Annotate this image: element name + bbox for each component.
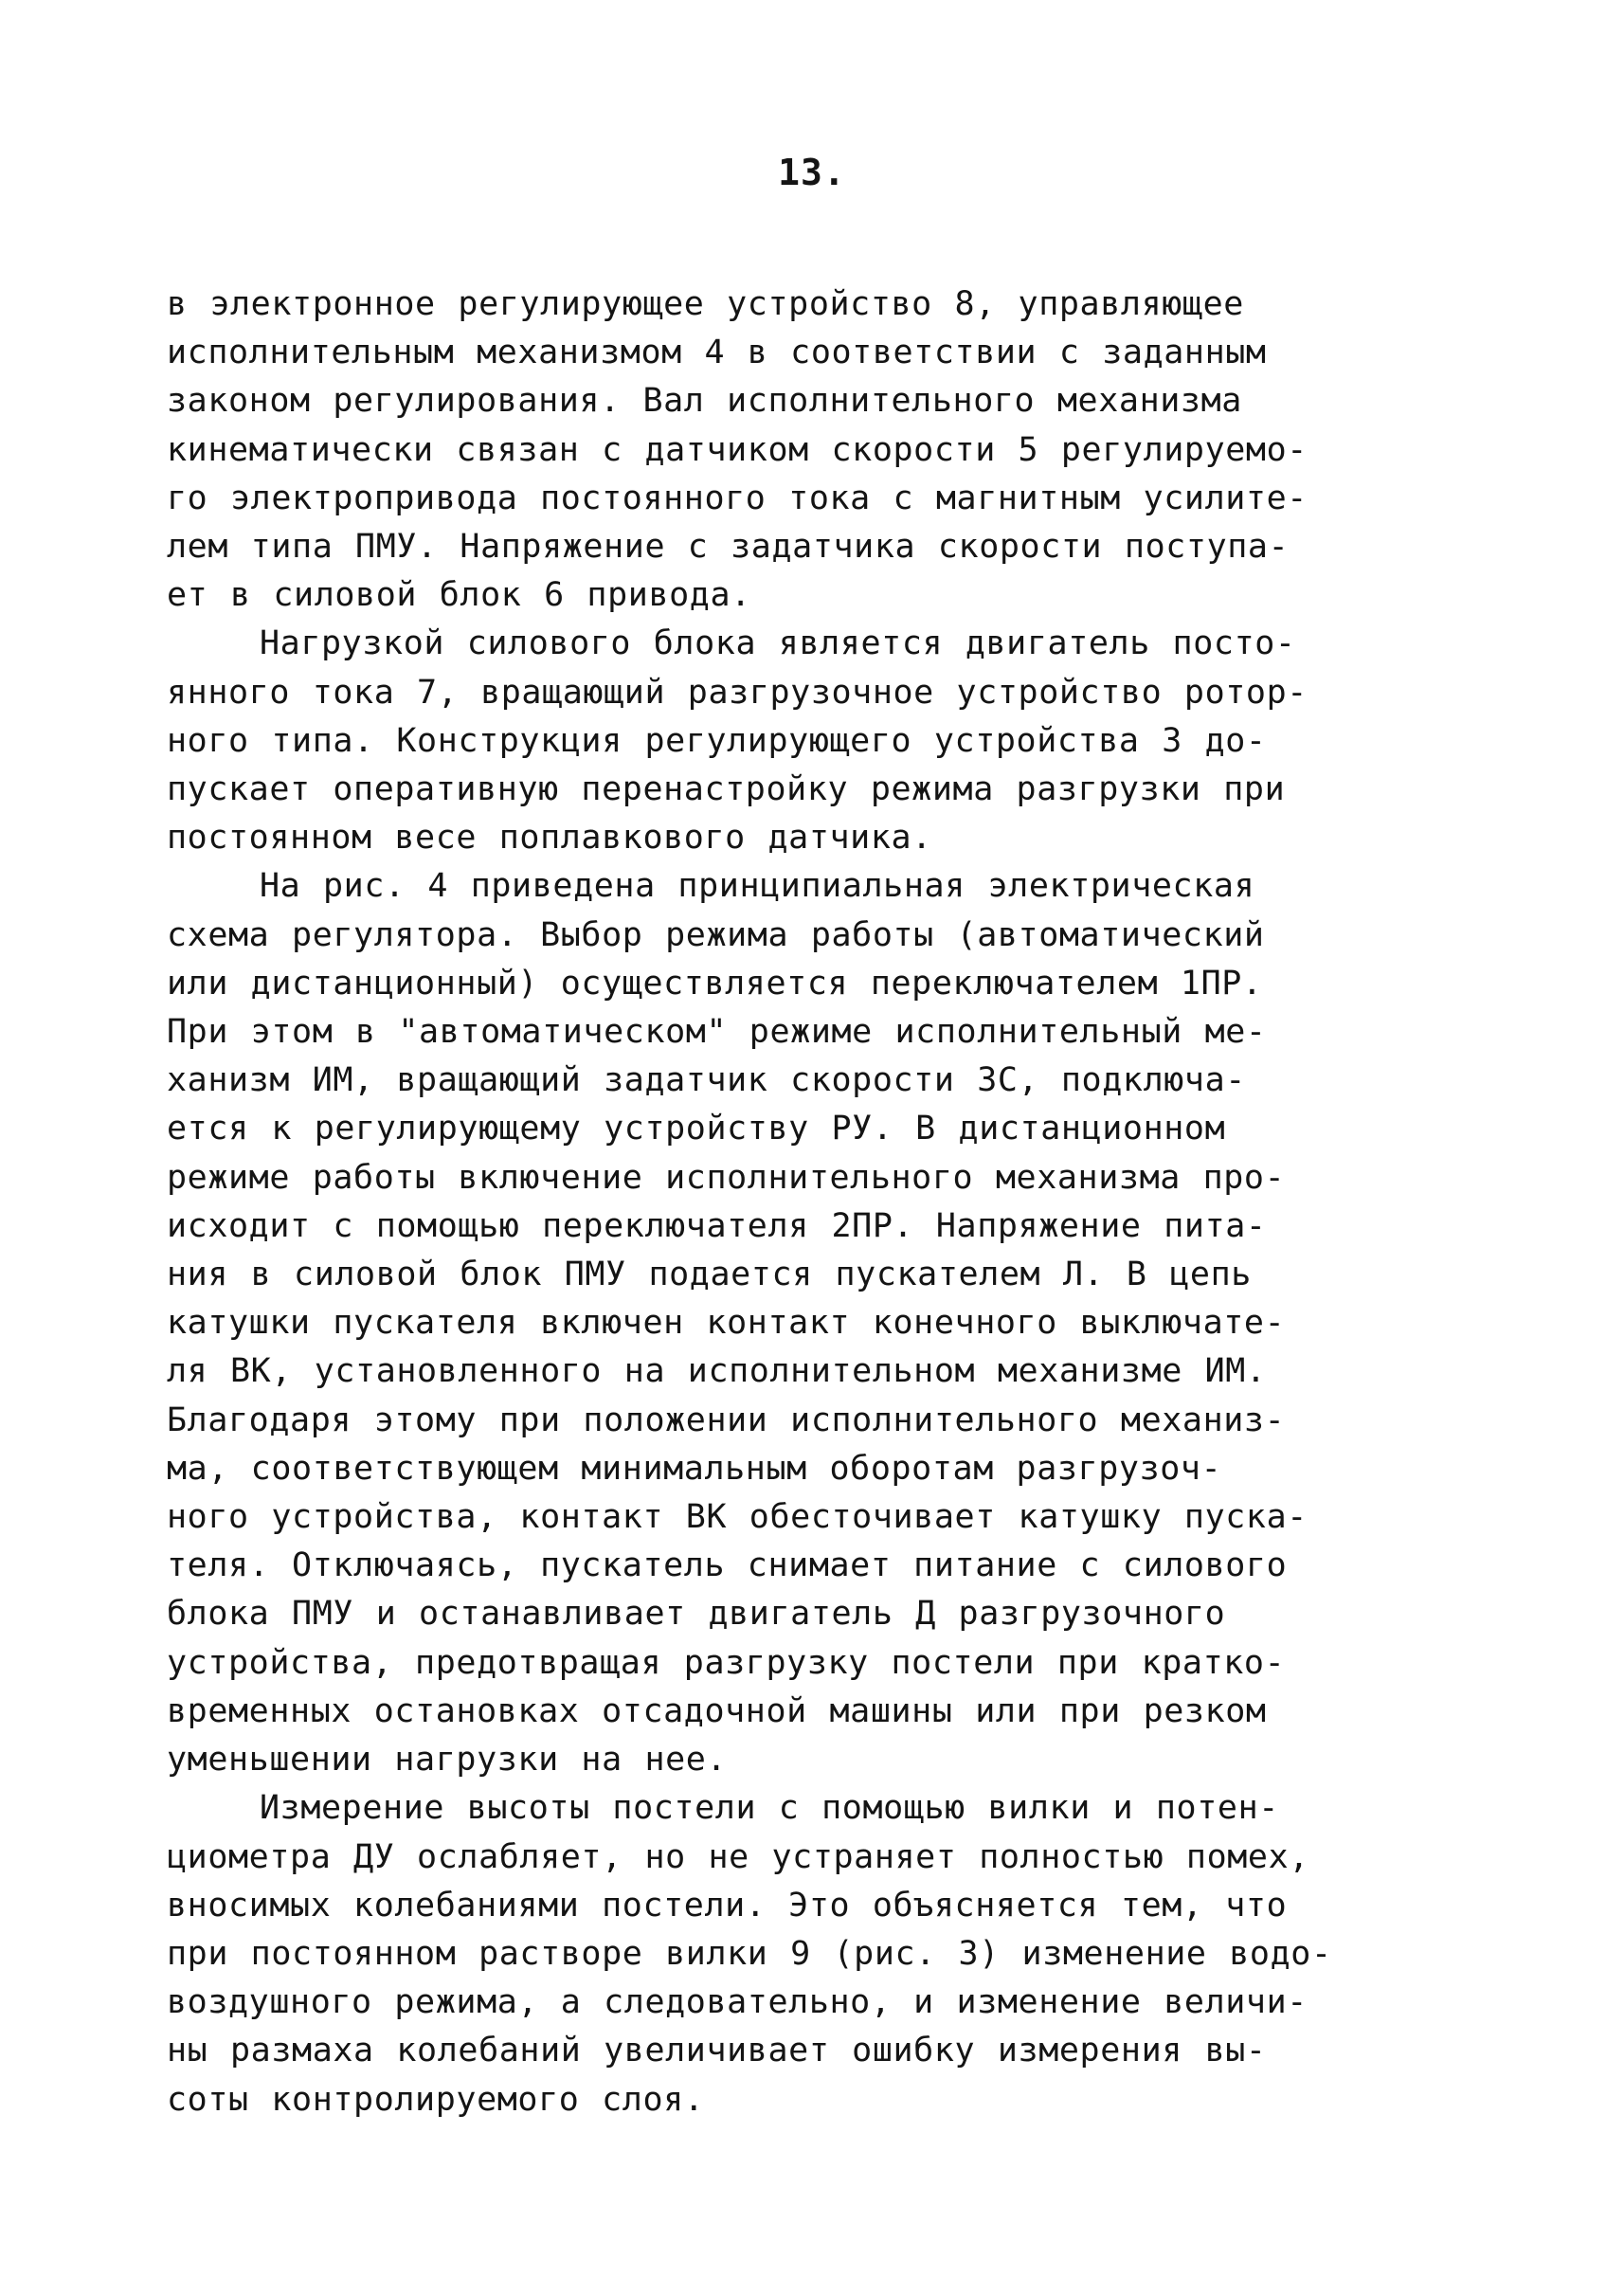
text-line: ного типа. Конструкция регулирующего устройства 3 до- — [167, 721, 1267, 760]
text-line: схема регулятора. Выбор режима работы (автоматический — [167, 915, 1265, 954]
page-number: 13. — [778, 152, 846, 193]
text-line: кинематически связан с датчиком скорости 5 регулируемо- — [167, 430, 1308, 469]
text-line: го электропривода постоянного тока с магнитным усилите- — [167, 479, 1308, 517]
text-line: теля. Отключаясь, пускатель снимает питание с силового — [167, 1546, 1288, 1585]
text-line: исходит с помощью переключателя 2ПР. Напряжение пита- — [167, 1206, 1267, 1245]
paragraph-2 — [167, 620, 1474, 862]
text-line: блока ПМУ и останавливает двигатель Д разгрузочного — [167, 1595, 1226, 1634]
text-line: в электронное регулирующее устройство 8, управляющее — [167, 285, 1244, 323]
text-line: Измерение высоты постели с помощью вилки и потен- — [260, 1789, 1279, 1828]
text-line: временных остановках отсадочной машины или при резком — [167, 1691, 1267, 1730]
paragraph-1 — [167, 280, 1474, 620]
text-line: законом регулирования. Вал исполнительного механизма — [167, 382, 1242, 421]
text-line: ны размаха колебаний увеличивает ошибку измерения вы- — [167, 2032, 1267, 2070]
text-line: ния в силовой блок ПМУ подается пускателем Л. В цепь — [167, 1256, 1252, 1294]
text-line: Благодаря этому при положении исполнительного механиз- — [167, 1400, 1286, 1439]
text-line: лем типа ПМУ. Напряжение с задатчика скорости поступа- — [167, 528, 1290, 567]
text-line: вносимых колебаниями постели. Это объясняется тем, что — [167, 1886, 1288, 1925]
text-line: ханизм ИМ, вращающий задатчик скорости ЗС, подключа- — [167, 1061, 1246, 1100]
text-line: или дистанционный) осуществляется переключателем 1ПР. — [167, 964, 1263, 1003]
text-line: ля ВК, установленного на исполнительном механизме ИМ. — [167, 1352, 1267, 1391]
paragraph-4 — [167, 1784, 1474, 2123]
text-line: исполнительным механизмом 4 в соответствии с заданным — [167, 334, 1267, 372]
text-line: катушки пускателя включен контакт конечного выключате- — [167, 1304, 1286, 1343]
text-line: воздушного режима, а следовательно, и изменение величи- — [167, 1983, 1308, 2022]
text-line: На рис. 4 приведена принципиальная электрическая — [260, 867, 1255, 906]
text-line: Нагрузкой силового блока является двигатель посто- — [260, 624, 1296, 663]
text-line: ного устройства, контакт ВК обесточивает катушку пуска- — [167, 1498, 1308, 1537]
text-line: ет в силовой блок 6 привода. — [167, 576, 751, 615]
text-line: циометра ДУ ослабляет, но не устраняет полностью помех, — [167, 1837, 1309, 1876]
text-line: При этом в "автоматическом" режиме исполнительный ме- — [167, 1013, 1267, 1052]
text-line: при постоянном растворе вилки 9 (рис. 3) изменение водо- — [167, 1934, 1332, 1973]
text-line: режиме работы включение исполнительного механизма про- — [167, 1158, 1286, 1197]
text-line: ется к регулирующему устройству РУ. В дистанционном — [167, 1110, 1226, 1148]
text-line: соты контролируемого слоя. — [167, 2080, 705, 2119]
text-line: постоянном весе поплавкового датчика. — [167, 819, 932, 858]
body-text — [167, 280, 1474, 2124]
text-line: устройства, предотвращая разгрузку постели при кратко- — [167, 1643, 1286, 1682]
text-line: пускает оперативную перенастройку режима разгрузки при — [167, 770, 1286, 809]
paragraph-3 — [167, 862, 1474, 1784]
text-line: ма, соответствующем минимальным оборотам разгрузоч- — [167, 1449, 1222, 1488]
text-line: уменьшении нагрузки на нее. — [167, 1741, 728, 1780]
text-line: янного тока 7, вращающий разгрузочное устройство ротор- — [167, 673, 1308, 712]
